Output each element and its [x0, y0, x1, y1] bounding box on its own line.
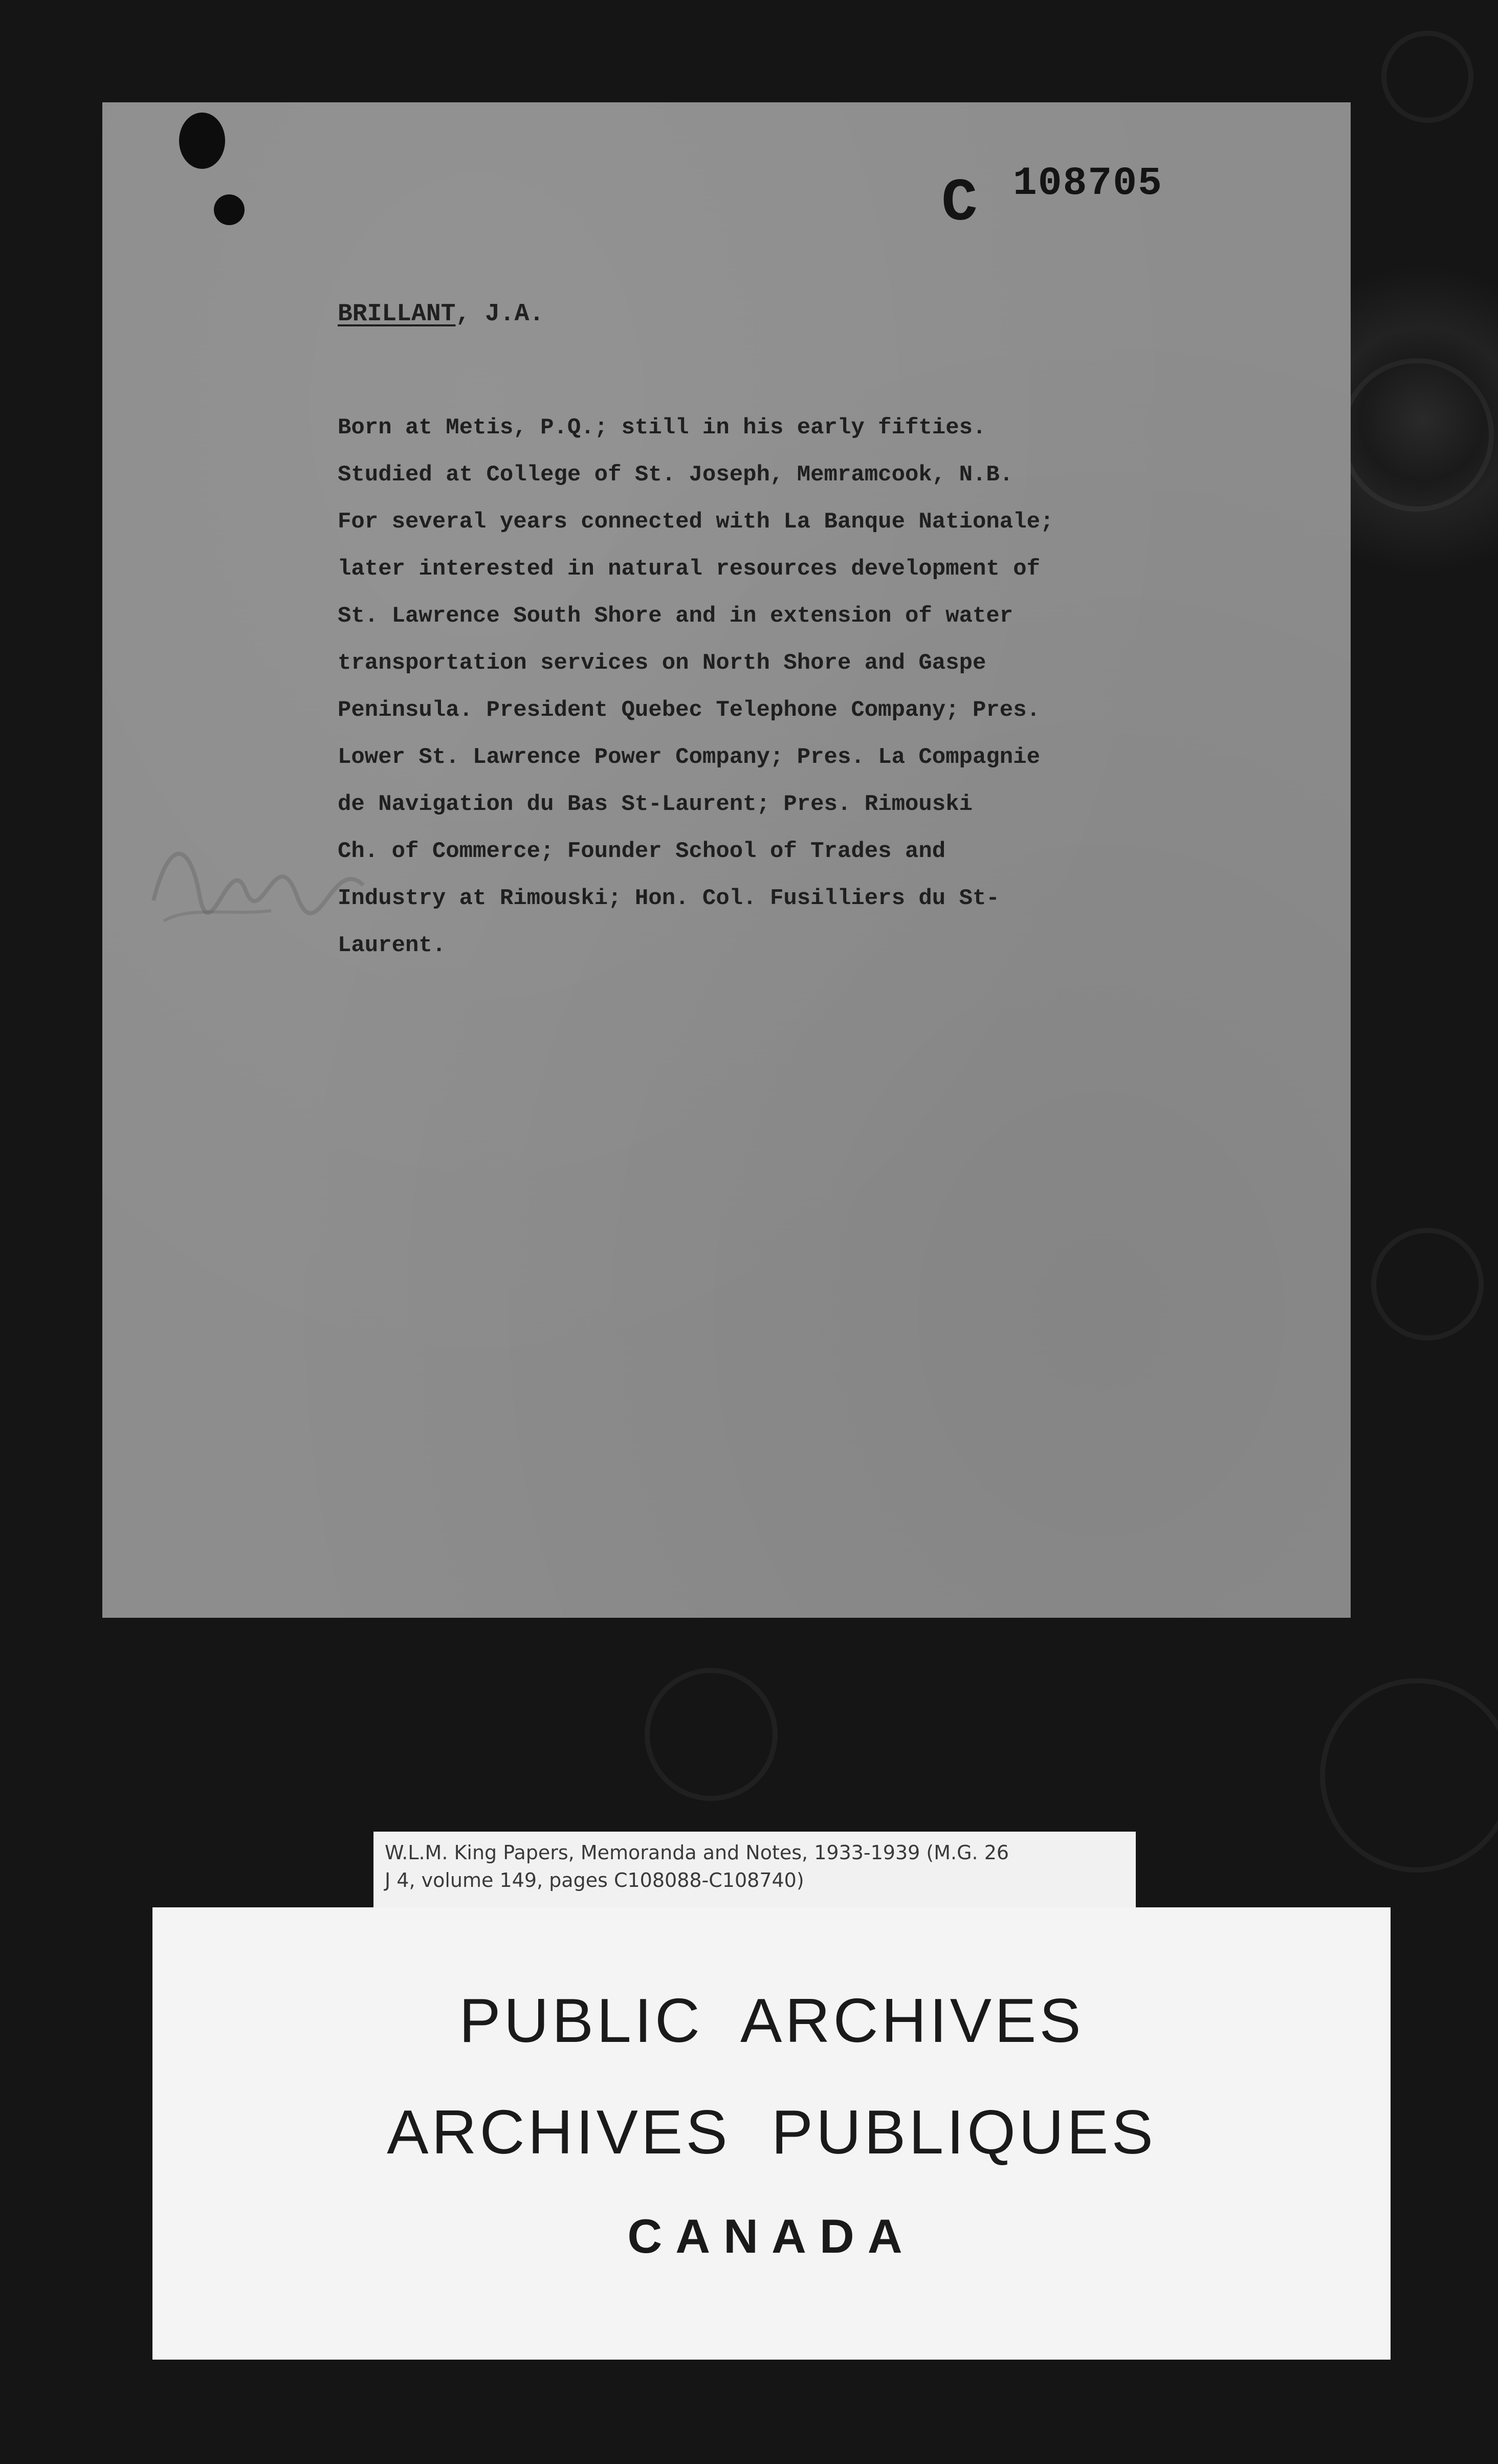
- memo-body-line: later interested in natural resources development of: [338, 556, 1041, 582]
- memo-body: [338, 404, 1259, 969]
- heading-surname: BRILLANT: [338, 300, 456, 328]
- memo-body-line: transportation services on North Shore and Gaspe: [338, 650, 986, 676]
- memo-page: [102, 102, 1351, 1618]
- memo-body-line: Ch. of Commerce; Founder School of Trades and: [338, 839, 946, 864]
- memo-heading: [338, 302, 544, 326]
- citation-line: W.L.M. King Papers, Memoranda and Notes, 1933-1939 (M.G. 26: [385, 1841, 1009, 1864]
- memo-body-line: Lower St. Lawrence Power Company; Pres. La Compagnie: [338, 744, 1041, 770]
- punch-hole: [179, 113, 225, 169]
- memo-body-line: St. Lawrence South Shore and in extension of water: [338, 603, 1014, 629]
- faint-pencil-scribble: [148, 808, 373, 941]
- film-artifact-ring: [1340, 358, 1494, 512]
- archives-card-title-en: PUBLIC ARCHIVES: [459, 1986, 1084, 2055]
- film-artifact-ring: [645, 1668, 778, 1801]
- citation-line: J 4, volume 149, pages C108088-C108740): [385, 1869, 804, 1891]
- film-artifact-ring: [1371, 1228, 1484, 1340]
- memo-body-line: Peninsula. President Quebec Telephone Company; Pres.: [338, 697, 1041, 723]
- memo-body-line: Born at Metis, P.Q.; still in his early fifties.: [338, 415, 986, 441]
- memo-body-line: de Navigation du Bas St-Laurent; Pres. Rimouski: [338, 791, 973, 817]
- memo-body-line: Studied at College of St. Joseph, Memramcook, N.B.: [338, 462, 1014, 488]
- archives-card: [152, 1907, 1391, 2360]
- reference-prefix: C: [941, 170, 978, 238]
- archives-card-country: CANADA: [627, 2209, 916, 2263]
- heading-initials: , J.A.: [455, 300, 544, 328]
- film-artifact-ring: [1381, 31, 1473, 123]
- citation-label: [373, 1832, 1136, 1907]
- memo-body-line: For several years connected with La Banque Nationale;: [338, 509, 1054, 535]
- reference-number: 108705: [1013, 161, 1163, 206]
- punch-hole: [214, 194, 245, 225]
- memo-body-line: Industry at Rimouski; Hon. Col. Fusilliers du St-: [338, 886, 1000, 911]
- memo-body-line: Laurent.: [338, 933, 446, 958]
- archives-card-title-fr: ARCHIVES PUBLIQUES: [387, 2097, 1156, 2167]
